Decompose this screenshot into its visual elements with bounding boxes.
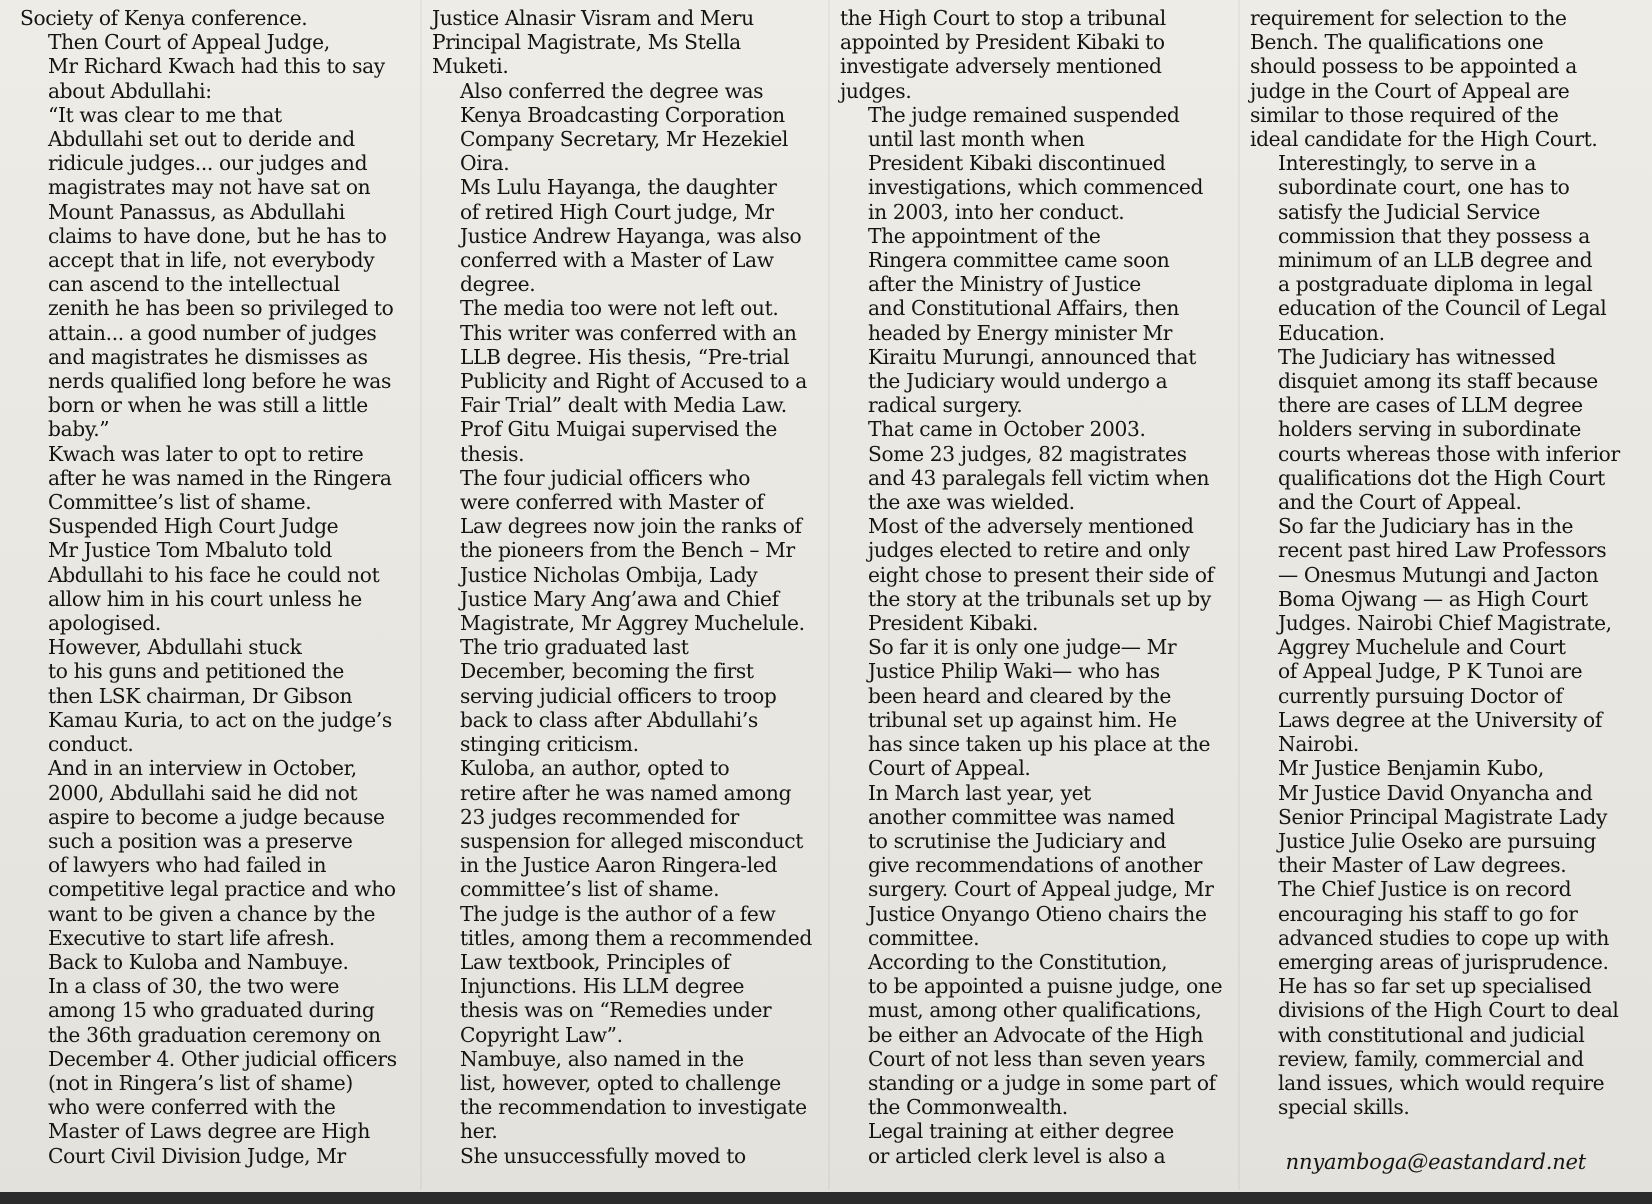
text-line: The judge remained suspended: [868, 102, 1180, 127]
article-paragraph: [20, 514, 394, 635]
text-line: Then Court of Appeal Judge,: [48, 30, 330, 55]
text-line: after he was named in the Ringera: [48, 465, 392, 490]
text-line: Fair Trial” dealt with Media Law.: [460, 393, 787, 418]
text-line: and Constitutional Affairs, then: [868, 296, 1180, 321]
text-line: She unsuccessfully moved to: [460, 1143, 746, 1168]
article-paragraph: [432, 175, 806, 296]
text-line: among 15 who graduated during: [48, 998, 375, 1023]
text-line: requirement for selection to the: [1250, 6, 1567, 30]
author-email-byline: nnyamboga@eastandard.net: [1285, 1150, 1586, 1174]
article-paragraph: [432, 901, 812, 1047]
text-line: Aggrey Muchelule and Court: [1278, 635, 1566, 660]
text-line: nerds qualified long before he was: [48, 369, 391, 394]
text-line: Executive to start life afresh.: [48, 925, 335, 950]
text-line: standing or a judge in some part of: [868, 1070, 1216, 1095]
text-line: Bench. The qualifications one: [1250, 30, 1544, 55]
text-line: been heard and cleared by the: [868, 683, 1171, 708]
text-line: Most of the adversely mentioned: [868, 514, 1194, 539]
text-line: such a position was a preserve: [48, 828, 353, 853]
text-line: emerging areas of jurisprudence.: [1278, 949, 1609, 974]
text-line: — Onesmus Mutungi and Jacton: [1278, 562, 1599, 587]
text-line: December 4. Other judicial officers: [48, 1046, 397, 1071]
text-line: should possess to be appointed a: [1250, 54, 1577, 79]
text-line: However, Abdullahi stuck: [48, 635, 302, 660]
article-paragraph: [432, 635, 806, 756]
text-line: recent past hired Law Professors: [1278, 538, 1607, 563]
text-line: December, becoming the first: [460, 659, 754, 684]
article-paragraph: [20, 949, 397, 1168]
text-line: Magistrate, Mr Aggrey Muchelule.: [460, 611, 805, 636]
column-gutter: [420, 0, 422, 1190]
text-line: the Judiciary would undergo a: [868, 369, 1168, 394]
text-line: Senior Principal Magistrate Lady: [1278, 804, 1608, 829]
text-line: Nambuye, also named in the: [460, 1046, 744, 1071]
text-line: The appointment of the: [868, 223, 1101, 248]
text-line: Laws degree at the University of: [1278, 707, 1602, 732]
text-line: back to class after Abdullahi’s: [460, 707, 758, 732]
text-line: Mr Justice Tom Mbaluto told: [48, 538, 333, 563]
text-line: suspension for alleged misconduct: [460, 828, 803, 853]
article-paragraph: [20, 635, 394, 756]
text-line: Publicity and Right of Accused to a: [460, 369, 807, 394]
article-column-4: [1250, 6, 1624, 1119]
text-line: titles, among them a recommended: [460, 925, 812, 950]
text-line: So far the Judiciary has in the: [1278, 514, 1574, 539]
text-line: her.: [460, 1119, 498, 1144]
text-line: there are cases of LLM degree: [1278, 393, 1583, 418]
text-line: headed by Energy minister Mr: [868, 320, 1173, 345]
text-line: investigations, which commenced: [868, 175, 1204, 200]
text-line: zenith he has been so privileged to: [48, 296, 394, 321]
article-paragraph: [840, 224, 1214, 418]
text-line: competitive legal practice and who: [48, 877, 396, 902]
text-line: must, among other qualifications,: [868, 998, 1202, 1023]
text-line: Court of not less than seven years: [868, 1046, 1206, 1071]
article-paragraph: [20, 756, 394, 950]
text-line: has since taken up his place at the: [868, 732, 1211, 757]
text-line: investigate adversely mentioned: [840, 54, 1162, 79]
text-line: judges.: [840, 78, 912, 103]
article-paragraph: [840, 417, 1214, 514]
text-line: be either an Advocate of the High: [868, 1022, 1204, 1047]
text-line: after the Ministry of Justice: [868, 272, 1141, 297]
text-line: to his guns and petitioned the: [48, 659, 345, 684]
text-line: who were conferred with the: [48, 1095, 336, 1120]
text-line: a postgraduate diploma in legal: [1278, 272, 1593, 297]
article-paragraph: [432, 466, 806, 635]
text-line: 23 judges recommended for: [460, 804, 739, 829]
text-line: disquiet among its staff because: [1278, 369, 1598, 394]
text-line: were conferred with Master of: [460, 490, 764, 515]
text-line: holders serving in subordinate: [1278, 417, 1582, 442]
text-line: claims to have done, but he has to: [48, 223, 387, 248]
text-line: Mr Justice David Onyancha and: [1278, 780, 1593, 805]
text-line: And in an interview in October,: [48, 756, 357, 781]
text-line: review, family, commercial and: [1278, 1046, 1584, 1071]
text-line: can ascend to the intellectual: [48, 272, 340, 297]
article-paragraph: [432, 296, 806, 465]
text-line: The Judiciary has witnessed: [1278, 344, 1556, 369]
text-line: Abdullahi set out to deride and: [48, 127, 355, 152]
text-line: attain... a good number of judges: [48, 320, 377, 345]
text-line: Ringera committee came soon: [868, 248, 1170, 273]
text-line: Company Secretary, Mr Hezekiel: [460, 127, 789, 152]
text-line: Suspended High Court Judge: [48, 514, 339, 539]
text-line: judge in the Court of Appeal are: [1250, 78, 1570, 103]
text-line: list, however, opted to challenge: [460, 1070, 781, 1095]
text-line: currently pursuing Doctor of: [1278, 683, 1563, 708]
article-column-1: [20, 6, 397, 1168]
text-line: Oira.: [460, 151, 510, 176]
text-line: serving judicial officers to troop: [460, 683, 777, 708]
text-line: the Commonwealth.: [868, 1095, 1068, 1120]
article-paragraph: [1250, 877, 1624, 974]
text-line: degree.: [460, 272, 536, 297]
text-line: another committee was named: [868, 804, 1175, 829]
text-line: Law degrees now join the ranks of: [460, 514, 802, 539]
text-line: thesis.: [460, 441, 525, 466]
text-line: The trio graduated last: [460, 635, 689, 660]
article-paragraph: [840, 781, 1214, 950]
article-column-2: [432, 6, 812, 1168]
text-line: the story at the tribunals set up by: [868, 586, 1211, 611]
text-line: Kiraitu Murungi, announced that: [868, 344, 1196, 369]
text-line: Mr Justice Benjamin Kubo,: [1278, 756, 1544, 781]
text-line: subordinate court, one has to: [1278, 175, 1570, 200]
text-line: Also conferred the degree was: [460, 78, 764, 103]
text-line: Society of Kenya conference.: [20, 6, 308, 30]
article-paragraph: [1250, 345, 1624, 514]
article-paragraph: [840, 1119, 1214, 1167]
text-line: Mr Richard Kwach had this to say: [48, 54, 385, 79]
text-line: The four judicial officers who: [460, 465, 751, 490]
text-line: give recommendations of another: [868, 853, 1202, 878]
text-line: to be appointed a puisne judge, one: [868, 974, 1223, 999]
text-line: Justice Alnasir Visram and Meru: [432, 6, 754, 30]
text-line: Kamau Kuria, to act on the judge’s: [48, 707, 392, 732]
article-paragraph: [20, 103, 394, 442]
text-line: thesis was on “Remedies under: [460, 998, 772, 1023]
text-line: Copyright Law”.: [460, 1022, 623, 1047]
text-line: “It was clear to me that: [48, 102, 282, 127]
text-line: This writer was conferred with an: [460, 320, 797, 345]
text-line: committee’s list of shame.: [460, 877, 720, 902]
text-line: and magistrates he dismisses as: [48, 344, 368, 369]
text-line: their Master of Law degrees.: [1278, 853, 1567, 878]
text-line: allow him in his court unless he: [48, 586, 362, 611]
text-line: land issues, which would require: [1278, 1070, 1605, 1095]
text-line: education of the Council of Legal: [1278, 296, 1607, 321]
text-line: Justice Julie Oseko are pursuing: [1278, 828, 1596, 853]
article-paragraph: [840, 103, 1214, 224]
text-line: commission that they possess a: [1278, 223, 1590, 248]
text-line: Some 23 judges, 82 magistrates: [868, 441, 1187, 466]
text-line: Interestingly, to serve in a: [1278, 151, 1537, 176]
column-gutter: [828, 0, 830, 1190]
text-line: Justice Andrew Hayanga, was also: [460, 223, 802, 248]
text-line: (not in Ringera’s list of shame): [48, 1070, 353, 1095]
text-line: Justice Nicholas Ombija, Lady: [460, 562, 758, 587]
text-line: of lawyers who had failed in: [48, 853, 327, 878]
text-line: Law textbook, Principles of: [460, 949, 730, 974]
article-column-3: [840, 6, 1223, 1168]
text-line: then LSK chairman, Dr Gibson: [48, 683, 353, 708]
text-line: Court Civil Division Judge, Mr: [48, 1143, 346, 1168]
text-line: born or when he was still a little: [48, 393, 368, 418]
text-line: the recommendation to investigate: [460, 1095, 807, 1120]
text-line: accept that in life, not everybody: [48, 248, 375, 273]
text-line: Committee’s list of shame.: [48, 490, 312, 515]
article-paragraph: [432, 79, 806, 176]
text-line: advanced studies to cope up with: [1278, 925, 1609, 950]
text-line: Prof Gitu Muigai supervised the: [460, 417, 777, 442]
text-line: According to the Constitution,: [868, 949, 1168, 974]
text-line: aspire to become a judge because: [48, 804, 385, 829]
text-line: the pioneers from the Bench – Mr: [460, 538, 795, 563]
text-line: of Appeal Judge, P K Tunoi are: [1278, 659, 1583, 684]
text-line: Justice Onyango Otieno chairs the: [868, 901, 1207, 926]
article-paragraph: [432, 1144, 806, 1168]
text-line: So far it is only one judge— Mr: [868, 635, 1177, 660]
text-line: with constitutional and judicial: [1278, 1022, 1585, 1047]
text-line: surgery. Court of Appeal judge, Mr: [868, 877, 1214, 902]
text-line: 2000, Abdullahi said he did not: [48, 780, 358, 805]
column-gutter: [1238, 0, 1240, 1190]
article-paragraph: [432, 756, 806, 901]
text-line: of retired High Court judge, Mr: [460, 199, 774, 224]
text-line: divisions of the High Court to deal: [1278, 998, 1619, 1023]
article-paragraph: [20, 6, 394, 30]
text-line: about Abdullahi:: [48, 78, 212, 103]
article-paragraph: [1250, 514, 1624, 756]
text-line: in the Justice Aaron Ringera-led: [460, 853, 778, 878]
text-line: That came in October 2003.: [868, 417, 1146, 442]
footer-rule: [0, 1192, 1652, 1204]
text-line: Nairobi.: [1278, 732, 1359, 757]
text-line: Kenya Broadcasting Corporation: [460, 102, 785, 127]
text-line: and the Court of Appeal.: [1278, 490, 1522, 515]
text-line: Legal training at either degree: [868, 1119, 1174, 1144]
text-line: President Kibaki discontinued: [868, 151, 1166, 176]
text-line: The Chief Justice is on record: [1278, 877, 1572, 902]
text-line: Back to Kuloba and Nambuye.: [48, 949, 349, 974]
text-line: Muketi.: [432, 54, 509, 79]
text-line: Abdullahi to his face he could not: [48, 562, 380, 587]
text-line: conduct.: [48, 732, 134, 757]
text-line: magistrates may not have sat on: [48, 175, 371, 200]
text-line: Court of Appeal.: [868, 756, 1031, 781]
article-paragraph: [20, 442, 394, 515]
text-line: Justice Philip Waki— who has: [868, 659, 1160, 684]
article-paragraph: [840, 949, 1223, 1120]
text-line: radical surgery.: [868, 393, 1023, 418]
text-line: the axe was wielded.: [868, 490, 1075, 515]
text-line: Principal Magistrate, Ms Stella: [432, 30, 741, 55]
text-line: special skills.: [1278, 1095, 1410, 1120]
text-line: committee.: [868, 925, 980, 950]
text-line: judges elected to retire and only: [868, 538, 1190, 563]
text-line: Mount Panassus, as Abdullahi: [48, 199, 345, 224]
text-line: In March last year, yet: [868, 780, 1091, 805]
article-paragraph: [840, 635, 1214, 780]
article-paragraph: [1250, 974, 1624, 1119]
text-line: Ms Lulu Hayanga, the daughter: [460, 175, 777, 200]
text-line: LLB degree. His thesis, “Pre-trial: [460, 344, 790, 369]
text-line: similar to those required of the: [1250, 102, 1559, 127]
text-line: until last month when: [868, 127, 1085, 152]
article-paragraph: [1250, 756, 1624, 877]
text-line: ideal candidate for the High Court.: [1250, 127, 1598, 152]
text-line: courts whereas those with inferior: [1278, 441, 1620, 466]
text-line: Justice Mary Ang’awa and Chief: [460, 586, 779, 611]
article-paragraph: [1250, 6, 1624, 151]
text-line: Education.: [1278, 320, 1385, 345]
text-line: retire after he was named among: [460, 780, 792, 805]
text-line: qualifications dot the High Court: [1278, 465, 1605, 490]
text-line: eight chose to present their side of: [868, 562, 1214, 587]
text-line: and 43 paralegals fell victim when: [868, 465, 1210, 490]
text-line: to scrutinise the Judiciary and: [868, 828, 1167, 853]
text-line: encouraging his staff to go for: [1278, 901, 1578, 926]
text-line: Judges. Nairobi Chief Magistrate,: [1278, 611, 1612, 636]
article-paragraph: [840, 6, 1214, 103]
text-line: or articled clerk level is also a: [868, 1143, 1166, 1168]
text-line: He has so far set up specialised: [1278, 974, 1592, 999]
text-line: The judge is the author of a few: [460, 901, 776, 926]
text-line: minimum of an LLB degree and: [1278, 248, 1593, 273]
text-line: stinging criticism.: [460, 732, 639, 757]
text-line: in 2003, into her conduct.: [868, 199, 1125, 224]
text-line: Kuloba, an author, opted to: [460, 756, 730, 781]
text-line: baby.”: [48, 417, 110, 442]
article-paragraph: [840, 514, 1214, 635]
text-line: The media too were not left out.: [460, 296, 779, 321]
text-line: In a class of 30, the two were: [48, 974, 340, 999]
text-line: the High Court to stop a tribunal: [840, 6, 1166, 30]
text-line: tribunal set up against him. He: [868, 707, 1177, 732]
article-paragraph: [432, 6, 806, 79]
text-line: Kwach was later to opt to retire: [48, 441, 364, 466]
article-paragraph: [20, 30, 394, 103]
text-line: satisfy the Judicial Service: [1278, 199, 1540, 224]
text-line: Boma Ojwang — as High Court: [1278, 586, 1588, 611]
text-line: appointed by President Kibaki to: [840, 30, 1165, 55]
text-line: President Kibaki.: [868, 611, 1039, 636]
article-paragraph: [1250, 151, 1624, 345]
article-paragraph: [432, 1047, 806, 1144]
text-line: want to be given a chance by the: [48, 901, 376, 926]
text-line: the 36th graduation ceremony on: [48, 1022, 381, 1047]
text-line: Injunctions. His LLM degree: [460, 974, 745, 999]
text-line: apologised.: [48, 611, 161, 636]
text-line: conferred with a Master of Law: [460, 248, 774, 273]
text-line: Master of Laws degree are High: [48, 1119, 371, 1144]
text-line: ridicule judges... our judges and: [48, 151, 368, 176]
